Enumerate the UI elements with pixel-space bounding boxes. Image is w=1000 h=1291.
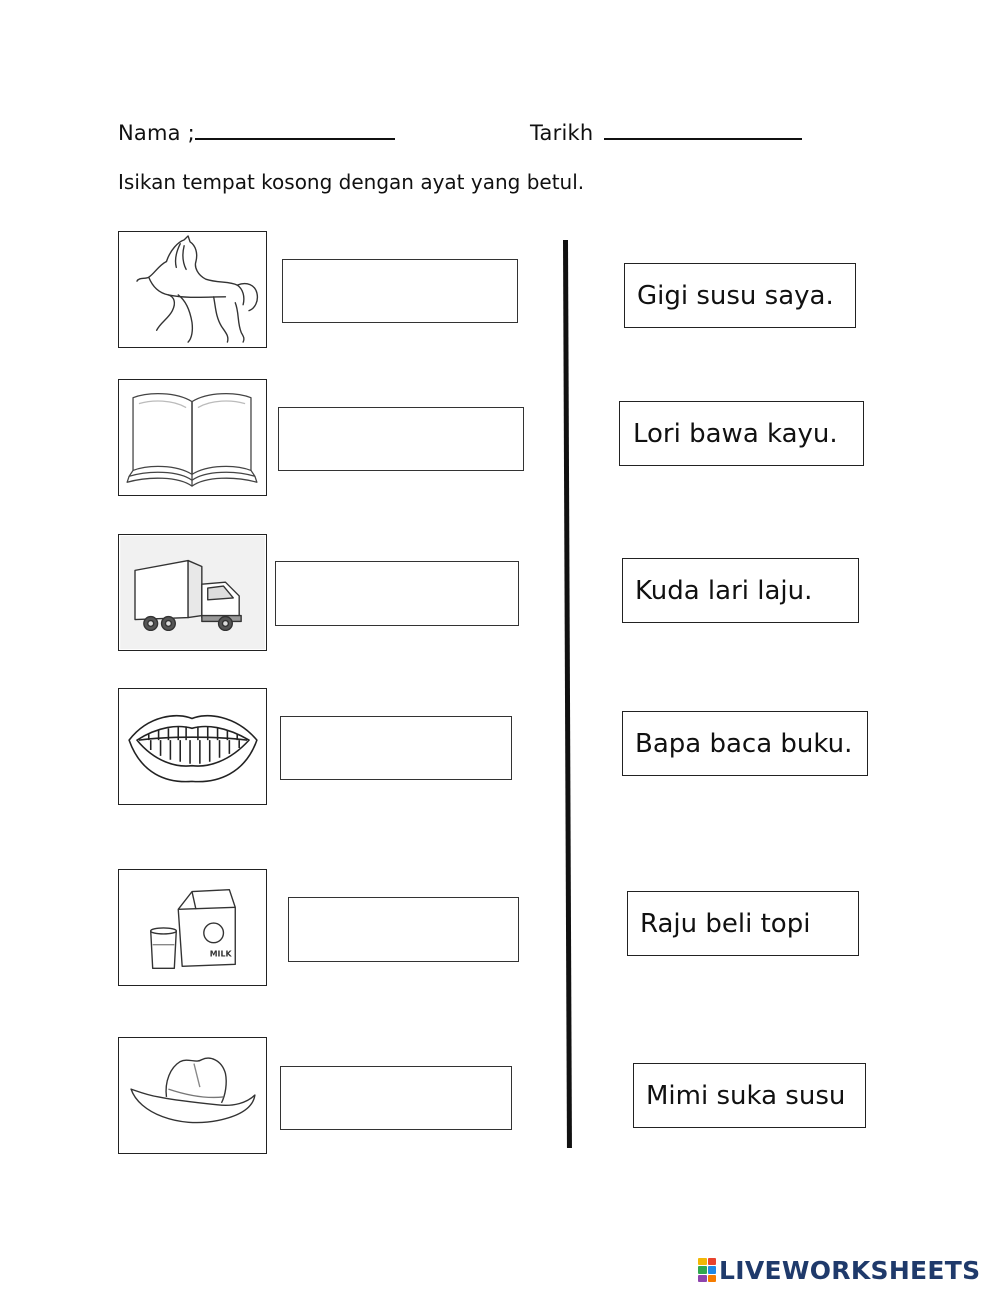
picture-teeth [118,688,267,805]
name-blank[interactable] [195,120,395,140]
answer-box-1[interactable] [282,259,518,323]
milk-carton-label: MILK [209,949,232,959]
sentence-box-2[interactable]: Lori bawa kayu. [619,401,864,466]
logo-mark-icon [698,1258,716,1282]
picture-hat [118,1037,267,1154]
picture-milk [118,869,267,986]
lorry-icon [119,535,266,650]
date-header [530,120,802,145]
column-divider [563,240,572,1148]
instruction-text: Isikan tempat kosong dengan ayat yang betul. [118,170,585,194]
name-header [118,120,395,145]
sentence-box-5[interactable]: Raju beli topi [627,891,859,956]
sentence-box-1[interactable]: Gigi susu saya. [624,263,856,328]
answer-box-6[interactable] [280,1066,512,1130]
sentence-box-3[interactable]: Kuda lari laju. [622,558,859,623]
book-icon [119,380,266,495]
date-label: Tarikh [530,121,594,145]
picture-horse [118,231,267,348]
answer-box-5[interactable] [288,897,519,962]
answer-box-2[interactable] [278,407,524,471]
date-blank[interactable] [604,120,802,140]
liveworksheets-logo [698,1256,980,1284]
teeth-icon [119,689,266,804]
milk-icon [119,870,266,985]
answer-box-4[interactable] [280,716,512,780]
sentence-box-6[interactable]: Mimi suka susu [633,1063,866,1128]
picture-lorry [118,534,267,651]
logo-text: LIVEWORKSHEETS [719,1255,981,1285]
answer-box-3[interactable] [275,561,519,626]
name-label: Nama ; [118,121,195,145]
sentence-box-4[interactable]: Bapa baca buku. [622,711,868,776]
hat-icon [119,1038,266,1153]
horse-icon [119,232,266,347]
picture-book [118,379,267,496]
